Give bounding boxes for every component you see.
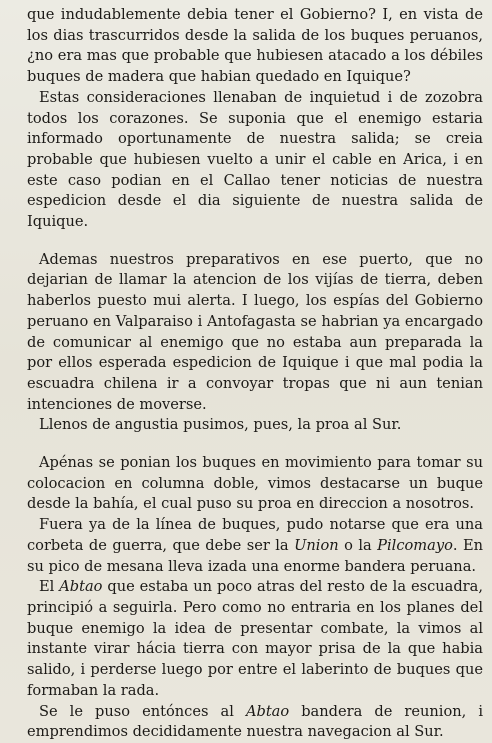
text-segment: o la — [338, 536, 378, 554]
ship-name-pilcomayo: Pilcomayo — [377, 536, 453, 554]
text-segment: bandera de reunion, i emprendimos decididamente nuestra navegacion al Sur. — [27, 702, 483, 741]
paragraph-consideraciones: Estas consideraciones llenaban de inquietud i de zozobra todos los corazones. Se suponia que el enemigo estaria informado oportunamente de nuestra salida; se creia probable que hubiesen vuelto a unir el cable en Arica, i en este caso podian en el Callao tener noticias de nuestra espedicion desde el dia siguiente de nuestra salida de Iquique. — [27, 88, 483, 231]
ship-name-union: Union — [294, 536, 339, 554]
text-segment: Se le puso entónces al — [39, 702, 246, 720]
text-segment: . En su pico de mesana lleva izada una enorme bandera peruana. — [27, 536, 484, 575]
paragraph-movimiento: Apénas se ponian los buques en movimiento para tomar su colocacion en columna doble, vimos destacarse un buque desde la bahía, el cual puso su proa en direccion a nosotros. — [27, 454, 483, 513]
paragraph-continuation: que indudablemente debia tener el Gobierno? I, en vista de los dias trascurridos desde la salida de los buques peruanos, ¿no era mas que probable que hubiesen atacado a los débiles buques de madera que habian quedado en Iquique? — [27, 6, 483, 86]
text-segment: El — [39, 578, 60, 596]
paragraph-abtao-seguir — [27, 577, 483, 701]
paragraph-bandera-reunion — [27, 702, 483, 743]
text-segment: Fuera ya de la línea de buques, pudo notarse que era una corbeta de guerra, que debe ser la — [27, 516, 483, 554]
paragraph-corbeta — [27, 515, 483, 577]
paragraph-proa-al-sur: Llenos de angustia pusimos, pues, la proa al Sur. — [39, 416, 402, 434]
section-gap — [27, 436, 483, 453]
section-gap — [27, 233, 483, 250]
text-segment: que estaba un poco atras del resto de la escuadra, principió a seguirla. Pero como no entraria en los planes del buque enemigo la idea de presentar combate, la vimos al instante virar hácia tierra con mayor prisa de la que habia salido, i perderse luego por entre el laberinto de buques que formaban la rada. — [27, 578, 484, 699]
ship-name-abtao: Abtao — [59, 578, 103, 596]
ship-name-abtao: Abtao — [245, 702, 290, 720]
paragraph-preparativos: Ademas nuestros preparativos en ese puerto, que no dejarian de llamar la atencion de los vijías de tierra, deben haberlos puesto mui alerta. I luego, los espías del Gobierno peruano en Valparaiso i Antofagasta se habrian ya encargado de comunicar al enemigo que no estaba aun preparada la por ellos esperada espedicion de Iquique i que mal podia la escuadra chilena ir a convoyar tropas que ni aun tenian intenciones de moverse. — [27, 250, 483, 413]
